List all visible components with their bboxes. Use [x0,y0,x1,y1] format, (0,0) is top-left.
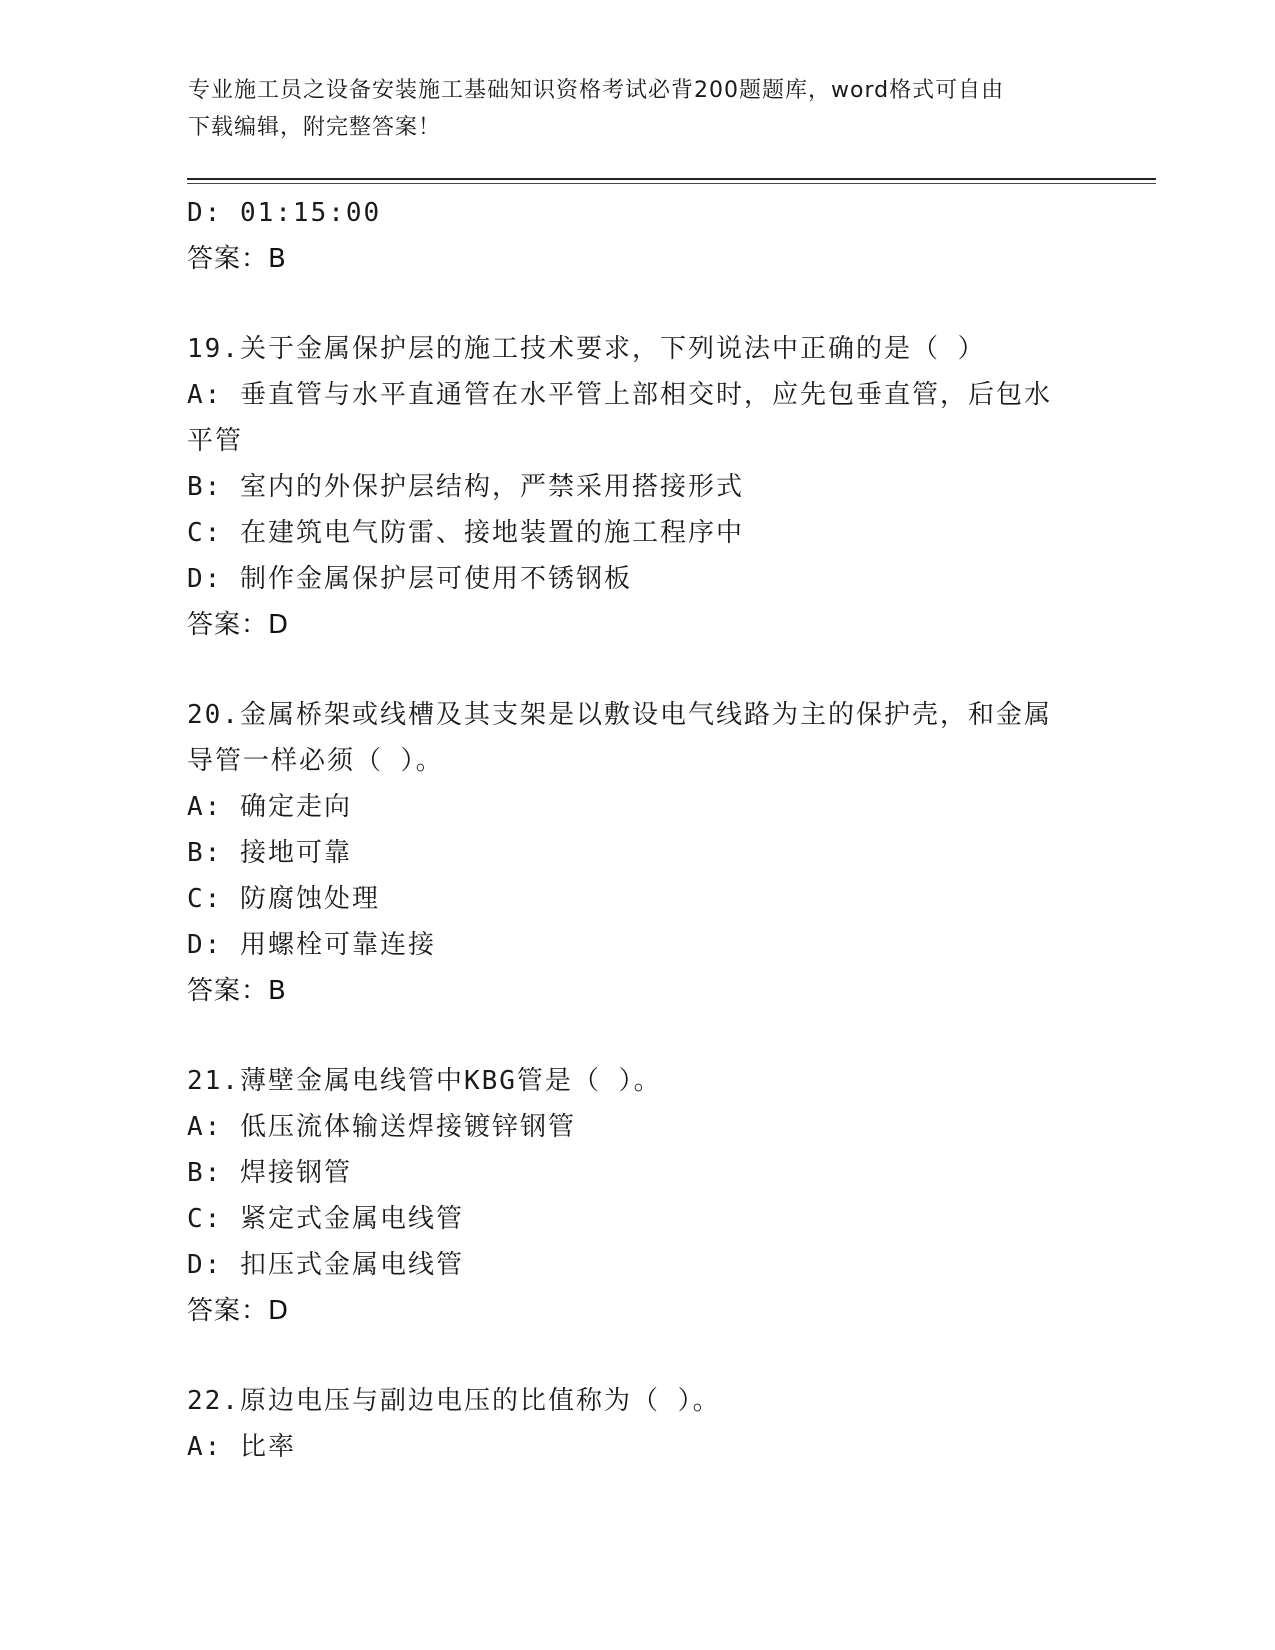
continued-question [187,190,1087,282]
spacer [187,648,1087,692]
question-stem: 22.原边电压与副边电压的比值称为（ ）。 [187,1386,721,1416]
option-a: A: 低压流体输送焊接镀锌钢管 [187,1112,576,1142]
option-d: D: 用螺栓可靠连接 [187,930,436,960]
option-a-continued: 平管 [187,426,244,456]
option-d: D: 01:15:00 [187,198,382,228]
option-b: B: 焊接钢管 [187,1158,352,1188]
question-21 [187,1058,1087,1334]
answer-line: 答案：B [187,244,287,274]
question-stem: 19.关于金属保护层的施工技术要求，下列说法中正确的是（ ） [187,334,986,364]
question-stem: 20.金属桥架或线槽及其支架是以敷设电气线路为主的保护壳，和金属 [187,700,1052,730]
question-20 [187,692,1087,1014]
option-b: B: 接地可靠 [187,838,352,868]
question-19 [187,326,1087,648]
header-title-line-1: 专业施工员之设备安装施工基础知识资格考试必背200题题库，word格式可自由 [188,78,1005,103]
question-22 [187,1378,1087,1470]
header-divider-thick [187,178,1156,180]
header-title-line-2: 下载编辑，附完整答案！ [188,115,442,140]
document-header [188,72,1078,146]
question-stem-continued: 导管一样必须（ ）。 [187,746,444,776]
option-a: A: 垂直管与水平直通管在水平管上部相交时，应先包垂直管，后包水 [187,380,1052,410]
answer-line: 答案：D [187,610,290,640]
option-a: A: 确定走向 [187,792,352,822]
option-b: B: 室内的外保护层结构，严禁采用搭接形式 [187,472,744,502]
question-list [187,190,1087,1470]
header-divider-thin [187,183,1156,184]
option-d: D: 制作金属保护层可使用不锈钢板 [187,564,632,594]
option-c: C: 防腐蚀处理 [187,884,380,914]
spacer [187,282,1087,326]
answer-line: 答案：B [187,976,287,1006]
spacer [187,1014,1087,1058]
option-d: D: 扣压式金属电线管 [187,1250,464,1280]
spacer [187,1334,1087,1378]
option-a: A: 比率 [187,1432,296,1462]
option-c: C: 紧定式金属电线管 [187,1204,464,1234]
option-c: C: 在建筑电气防雷、接地装置的施工程序中 [187,518,744,548]
question-stem: 21.薄壁金属电线管中KBG管是（ ）。 [187,1066,662,1096]
answer-line: 答案：D [187,1296,290,1326]
